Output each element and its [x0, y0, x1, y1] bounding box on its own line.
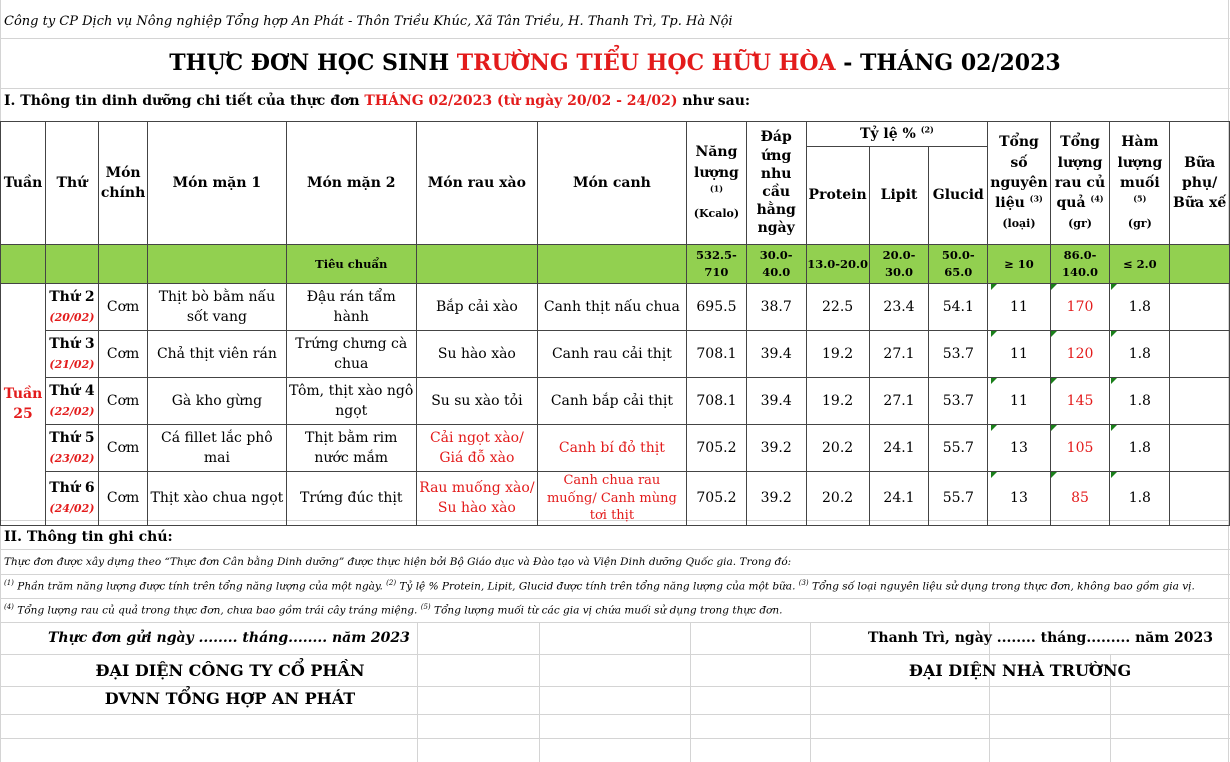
salt-value: 1.8	[1110, 472, 1170, 526]
veg-dish: Rau muống xào/ Su hào xào	[417, 472, 538, 526]
salty2-dish: Trứng chưng cà chua	[286, 331, 417, 378]
soup-dish: Canh chua rau muống/ Canh mùng tơi thịt	[537, 472, 686, 526]
veg-dish: Cải ngọt xào/ Giá đỗ xào	[417, 425, 538, 472]
day-cell: Thứ 4 (22/02)	[45, 378, 98, 425]
energy-value: 708.1	[687, 378, 747, 425]
ingredients-value: 11	[988, 378, 1050, 425]
salty1-dish: Thịt bò bằm nấu sốt vang	[148, 284, 286, 331]
main-dish: Cơm	[98, 284, 147, 331]
header-extra: Bữa phụ/ Bữa xế	[1170, 122, 1230, 245]
standard-lipid: 20.0-30.0	[869, 245, 929, 284]
standard-glucid: 50.0-65.0	[929, 245, 988, 284]
soup-dish: Canh bí đỏ thịt	[537, 425, 686, 472]
header-soup: Món canh	[537, 122, 686, 245]
day-cell: Thứ 5 (23/02)	[45, 425, 98, 472]
meet-value: 38.7	[746, 284, 806, 331]
note-line-2: $^{(4)}$ Tổng lượng rau củ quả trong thực đơn, chưa bao gồm trái cây tráng miệng. $^{(5)}$ Tổng lượng muối từ các gia vị chứa muối sử dụng trong thực đơn.	[4, 603, 783, 617]
standard-row	[1, 245, 1230, 284]
glucid-value: 53.7	[929, 331, 988, 378]
extra-value	[1170, 331, 1230, 378]
lipid-value: 24.1	[869, 472, 929, 526]
salt-value: 1.8	[1110, 284, 1170, 331]
header-ratio: Tỷ lệ % $^{(2)}$	[806, 122, 988, 147]
ingredients-value: 11	[988, 331, 1050, 378]
protein-value: 19.2	[806, 331, 869, 378]
extra-value	[1170, 472, 1230, 526]
salt-value: 1.8	[1110, 331, 1170, 378]
table-row	[1, 378, 1230, 425]
lipid-value: 23.4	[869, 284, 929, 331]
standard-protein: 13.0-20.0	[806, 245, 869, 284]
salty2-dish: Trứng đúc thịt	[286, 472, 417, 526]
protein-value: 20.2	[806, 472, 869, 526]
header-salty1: Món mặn 1	[148, 122, 286, 245]
vegetables-value: 85	[1050, 472, 1110, 526]
standard-energy: 532.5-710	[687, 245, 747, 284]
protein-value: 19.2	[806, 378, 869, 425]
protein-value: 22.5	[806, 284, 869, 331]
lipid-value: 27.1	[869, 331, 929, 378]
vegetables-value: 120	[1050, 331, 1110, 378]
header-salt: Hàm lượng muối $^{(5)}$ (gr)	[1110, 122, 1170, 245]
standard-label: Tiêu chuẩn	[286, 245, 417, 284]
header-ingredients: Tổng số nguyên liệu $^{(3)}$ (loại)	[988, 122, 1050, 245]
meet-value: 39.4	[746, 331, 806, 378]
rep-school: ĐẠI DIỆN NHÀ TRƯỜNG	[908, 661, 1132, 680]
sign-date-right: Thanh Trì, ngày ........ tháng......... năm 2023	[868, 630, 1213, 646]
veg-dish: Bắp cải xào	[417, 284, 538, 331]
header-lipid: Lipit	[869, 147, 929, 245]
standard-salt: ≤ 2.0	[1110, 245, 1170, 284]
soup-dish: Canh rau cải thịt	[537, 331, 686, 378]
meet-value: 39.2	[746, 472, 806, 526]
salty2-dish: Đậu rán tẩm hành	[286, 284, 417, 331]
company-info: Công ty CP Dịch vụ Nông nghiệp Tổng hợp An Phát - Thôn Triều Khúc, Xã Tân Triều, H. Thanh Trì, Tp. Hà Nội	[4, 14, 733, 29]
section1-heading: I. Thông tin dinh dưỡng chi tiết của thực đơn THÁNG 02/2023 (từ ngày 20/02 - 24/02) như sau:	[4, 93, 751, 109]
header-main: Món chính	[98, 122, 147, 245]
lipid-value: 24.1	[869, 425, 929, 472]
protein-value: 20.2	[806, 425, 869, 472]
ingredients-value: 13	[988, 472, 1050, 526]
header-week: Tuần	[1, 122, 46, 245]
day-cell: Thứ 6 (24/02)	[45, 472, 98, 526]
salty1-dish: Thịt xào chua ngọt	[148, 472, 286, 526]
school-name: TRƯỜNG TIỂU HỌC HỮU HÒA	[456, 50, 836, 76]
header-energy: Năng lượng $^{(1)}$ (Kcalo)	[687, 122, 747, 245]
rep-company-line2: DVNN TỔNG HỢP AN PHÁT	[104, 689, 356, 708]
veg-dish: Su hào xào	[417, 331, 538, 378]
energy-value: 705.2	[687, 425, 747, 472]
salty1-dish: Chả thịt viên rán	[148, 331, 286, 378]
extra-value	[1170, 378, 1230, 425]
standard-ingredients: ≥ 10	[988, 245, 1050, 284]
soup-dish: Canh thịt nấu chua	[537, 284, 686, 331]
note-intro: Thực đơn được xây dựng theo “Thực đơn Cân bằng Dinh dưỡng” được thực hiện bởi Bộ Giáo dục và Đào tạo và Viện Dinh dưỡng Quốc gia. Trong đó:	[4, 556, 792, 568]
soup-dish: Canh bắp cải thịt	[537, 378, 686, 425]
day-cell: Thứ 3 (21/02)	[45, 331, 98, 378]
header-vegetables: Tổng lượng rau củ quả $^{(4)}$ (gr)	[1050, 122, 1110, 245]
table-row	[1, 472, 1230, 526]
salty2-dish: Tôm, thịt xào ngô ngọt	[286, 378, 417, 425]
ingredients-value: 11	[988, 284, 1050, 331]
extra-value	[1170, 284, 1230, 331]
salty2-dish: Thịt bằm rim nước mắm	[286, 425, 417, 472]
note-line-1: $^{(1)}$ Phần trăm năng lượng được tính trên tổng năng lượng của một ngày. $^{(2)}$ Tỷ lệ % Protein, Lipit, Glucid được tính trên tổng năng lượng của một bữa. $^{(3)}$ Tổng số loại nguyên liệu sử dụng trong thực đơn, không bao gồm gia vị.	[4, 579, 1195, 593]
standard-vegetables: 86.0-140.0	[1050, 245, 1110, 284]
table-row	[1, 331, 1230, 378]
vegetables-value: 170	[1050, 284, 1110, 331]
page-title: THỰC ĐƠN HỌC SINH TRƯỜNG TIỂU HỌC HỮU HÒA - THÁNG 02/2023	[169, 50, 1061, 76]
ingredients-value: 13	[988, 425, 1050, 472]
glucid-value: 55.7	[929, 472, 988, 526]
header-glucid: Glucid	[929, 147, 988, 245]
glucid-value: 54.1	[929, 284, 988, 331]
header-salty2: Món mặn 2	[286, 122, 417, 245]
header-day: Thứ	[45, 122, 98, 245]
table-row	[1, 284, 1230, 331]
main-dish: Cơm	[98, 425, 147, 472]
main-dish: Cơm	[98, 472, 147, 526]
standard-meet: 30.0-40.0	[746, 245, 806, 284]
vegetables-value: 145	[1050, 378, 1110, 425]
section2-heading: II. Thông tin ghi chú:	[4, 529, 173, 545]
glucid-value: 53.7	[929, 378, 988, 425]
salt-value: 1.8	[1110, 425, 1170, 472]
lipid-value: 27.1	[869, 378, 929, 425]
meet-value: 39.2	[746, 425, 806, 472]
rep-company-line1: ĐẠI DIỆN CÔNG TY CỔ PHẦN	[95, 661, 365, 680]
salty1-dish: Gà kho gừng	[148, 378, 286, 425]
main-dish: Cơm	[98, 331, 147, 378]
glucid-value: 55.7	[929, 425, 988, 472]
menu-period: THÁNG 02/2023 (từ ngày 20/02 - 24/02)	[364, 93, 678, 109]
veg-dish: Su su xào tỏi	[417, 378, 538, 425]
header-veg: Món rau xào	[417, 122, 538, 245]
extra-value	[1170, 425, 1230, 472]
salty1-dish: Cá fillet lắc phô mai	[148, 425, 286, 472]
menu-table	[0, 121, 1230, 526]
energy-value: 708.1	[687, 331, 747, 378]
week-cell: Tuần 25	[1, 284, 46, 526]
header-protein: Protein	[806, 147, 869, 245]
main-dish: Cơm	[98, 378, 147, 425]
energy-value: 705.2	[687, 472, 747, 526]
salt-value: 1.8	[1110, 378, 1170, 425]
table-row	[1, 425, 1230, 472]
vegetables-value: 105	[1050, 425, 1110, 472]
sign-date-left: Thực đơn gửi ngày ........ tháng........ năm 2023	[48, 630, 410, 646]
day-cell: Thứ 2 (20/02)	[45, 284, 98, 331]
energy-value: 695.5	[687, 284, 747, 331]
meet-value: 39.4	[746, 378, 806, 425]
header-meet: Đáp ứng nhu cầu hằng ngày	[746, 122, 806, 245]
